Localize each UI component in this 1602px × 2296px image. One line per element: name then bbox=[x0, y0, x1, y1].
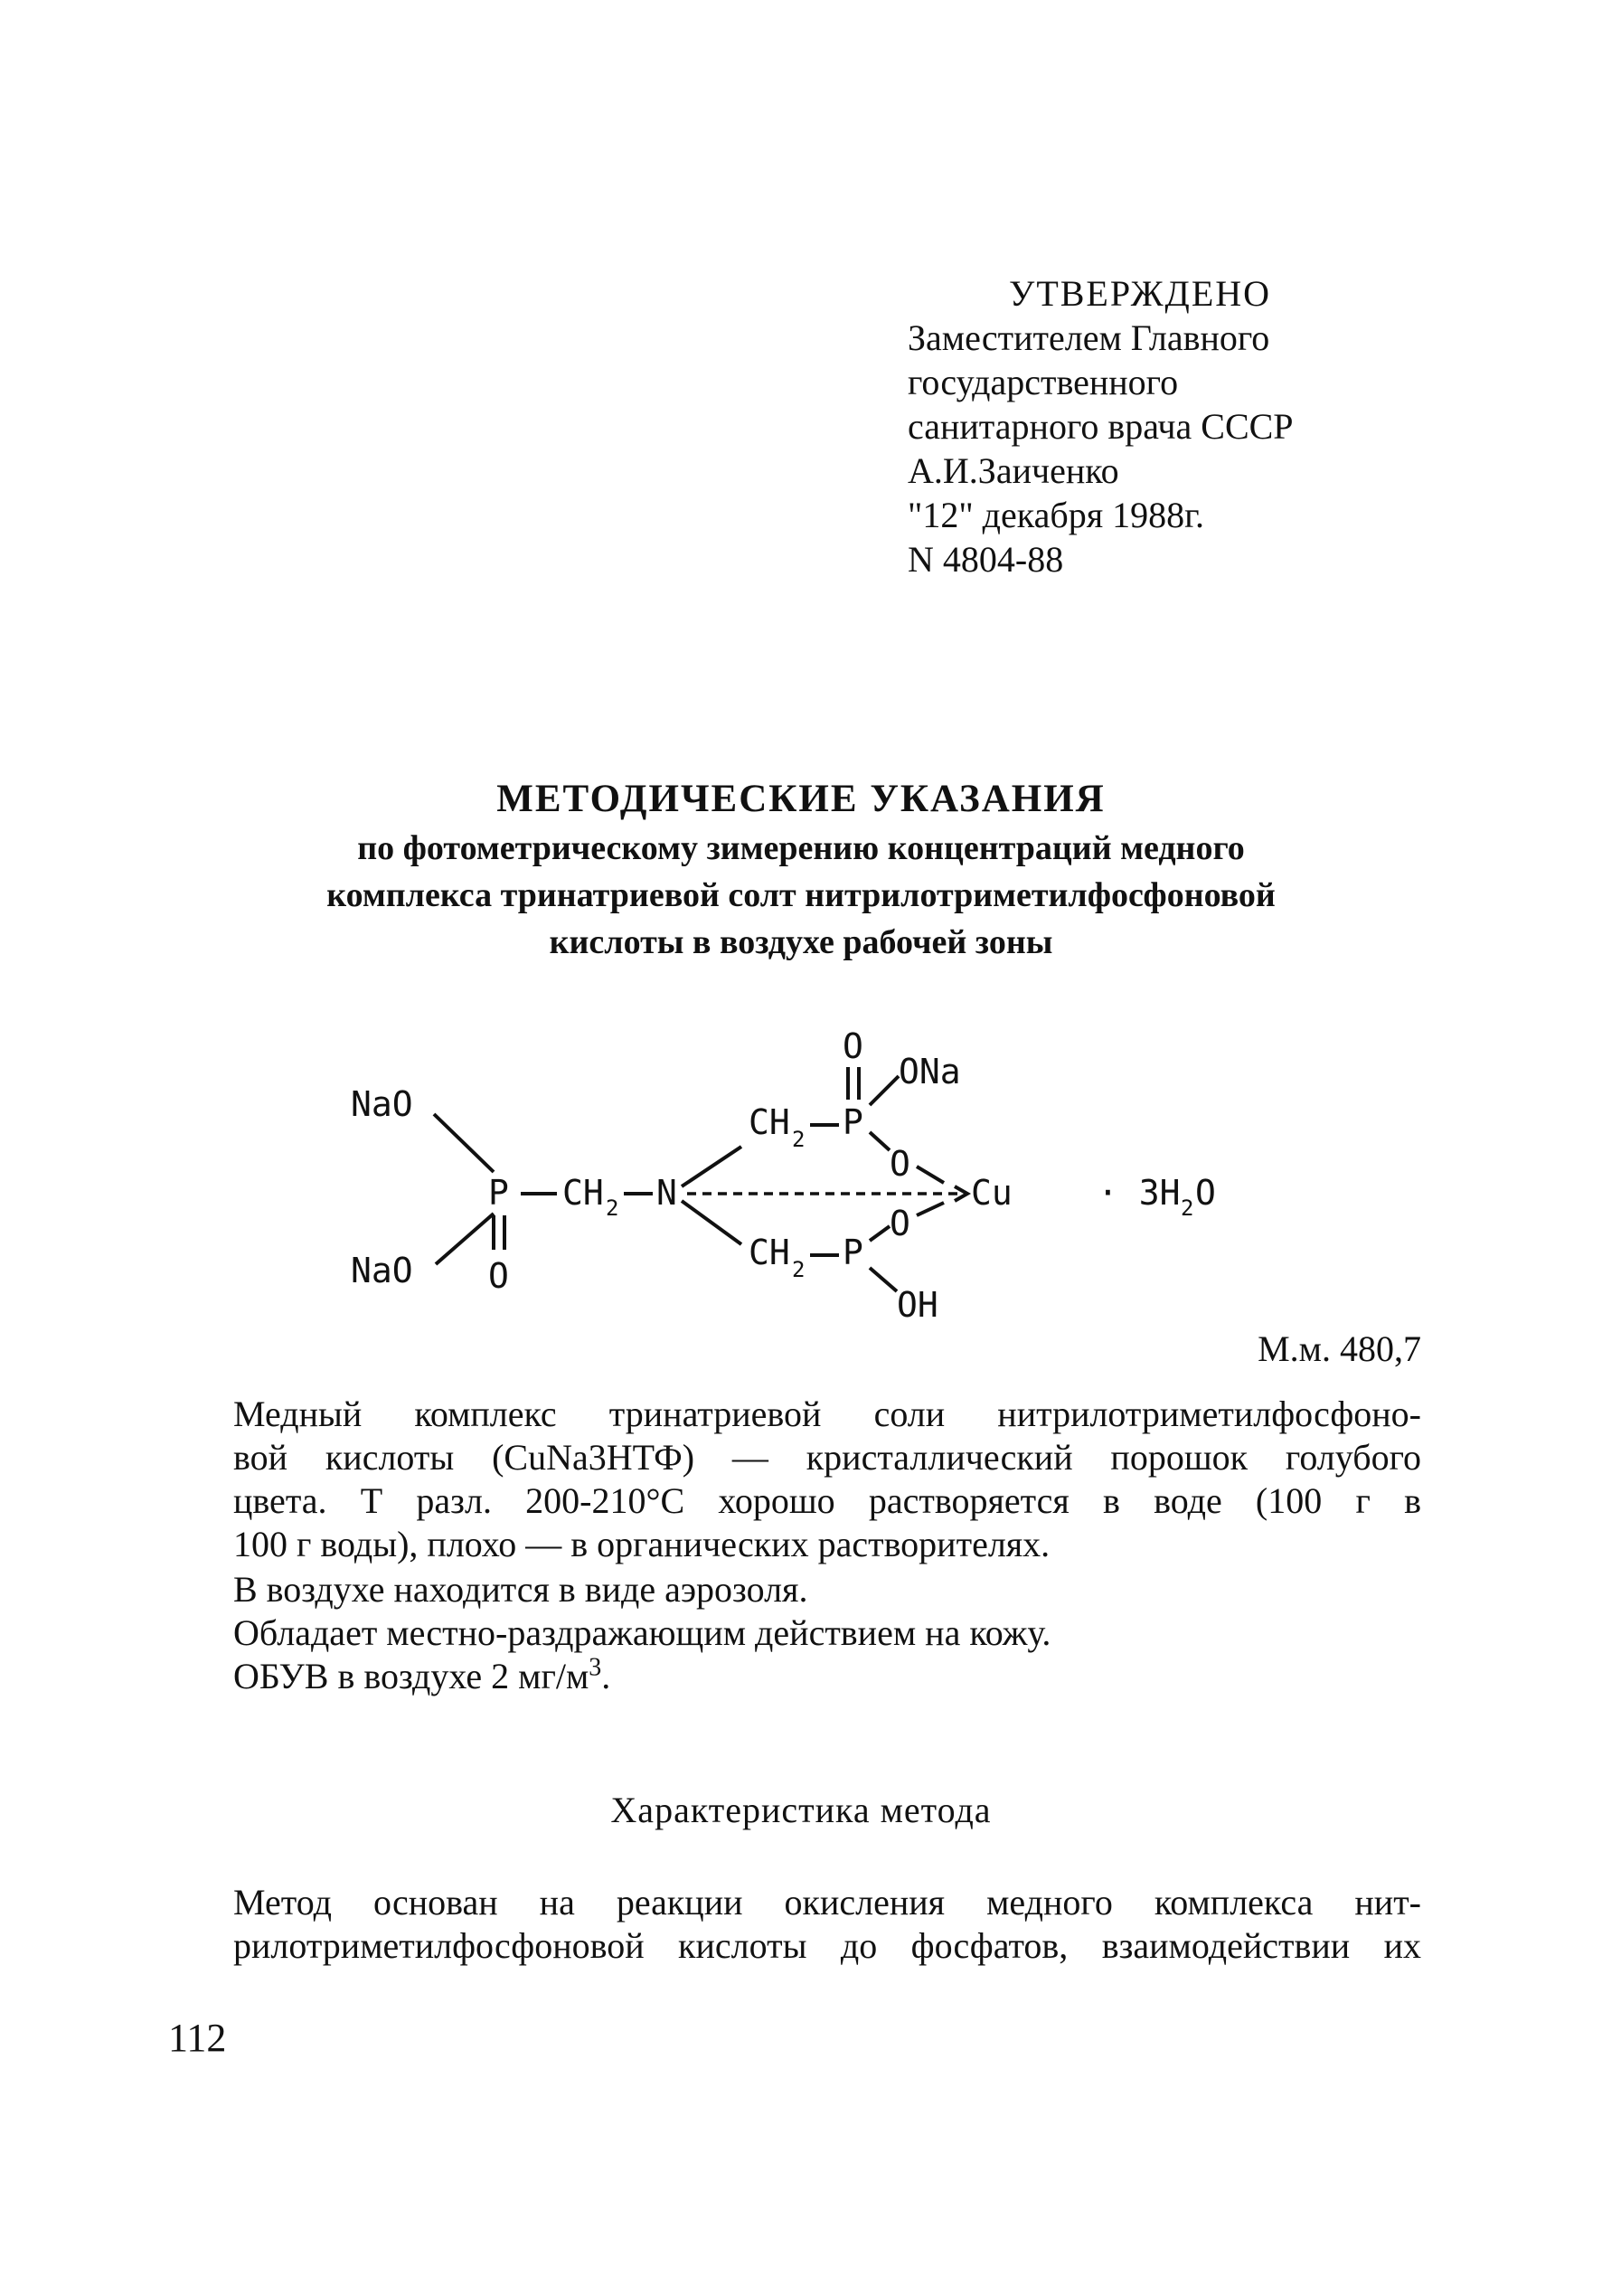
formula-subscript: 2 bbox=[792, 1127, 806, 1152]
formula-ch2-bottom: CH bbox=[749, 1233, 790, 1272]
aerosol-line: В воздухе находится в виде аэрозоля. bbox=[233, 1569, 808, 1610]
formula-bond bbox=[436, 1214, 494, 1264]
section-heading: Характеристика метода bbox=[610, 1790, 992, 1830]
approval-line: А.И.Заиченко bbox=[908, 450, 1119, 491]
formula-bond bbox=[917, 1203, 944, 1215]
formula-bond bbox=[434, 1114, 494, 1172]
page-number: 112 bbox=[168, 2016, 227, 2060]
formula-o-double-left: O bbox=[488, 1256, 509, 1296]
formula-bond bbox=[870, 1268, 897, 1291]
obuv-end: . bbox=[601, 1656, 611, 1696]
approval-number: N 4804-88 bbox=[908, 539, 1064, 580]
formula-oh: OH bbox=[897, 1285, 938, 1325]
formula-bond bbox=[917, 1167, 944, 1183]
formula-drawing bbox=[344, 1027, 1284, 1335]
formula-ch2-top: CH bbox=[749, 1102, 790, 1142]
description-paragraph bbox=[233, 1393, 1421, 1566]
formula-p-top: P bbox=[843, 1102, 863, 1142]
description-line: 100 г воды), плохо — в органических растворителях. bbox=[233, 1524, 1051, 1564]
method-paragraph bbox=[233, 1881, 1421, 1968]
approval-block bbox=[908, 271, 1541, 581]
formula-p-bottom: P bbox=[843, 1233, 863, 1272]
title-subtitle-line: кислоты в воздухе рабочей зоны bbox=[549, 923, 1053, 961]
approval-line: Заместителем Главного bbox=[908, 317, 1270, 358]
document-title bbox=[136, 774, 1466, 966]
approval-line: государственного bbox=[908, 362, 1179, 402]
formula-p-left: P bbox=[488, 1173, 509, 1213]
method-line: Метод основан на реакции окисления медного комплекса нит- bbox=[233, 1882, 1421, 1923]
obuv-superscript: 3 bbox=[589, 1653, 602, 1682]
formula-hydrate: · 3H bbox=[1098, 1173, 1181, 1213]
molar-mass: М.м. 480,7 bbox=[1258, 1328, 1421, 1369]
formula-o-double-top: O bbox=[843, 1027, 863, 1066]
title-subtitle-line: комплекса тринатриевой солт нитрилотриметилфосфоновой bbox=[326, 876, 1276, 914]
formula-nao-top: NaO bbox=[351, 1084, 413, 1124]
obuv-line bbox=[233, 1655, 610, 1698]
method-line: рилотриметилфосфоновой кислоты до фосфатов, взаимодействии их bbox=[233, 1925, 1421, 1966]
approval-date: "12" декабря 1988г. bbox=[908, 495, 1204, 535]
formula-hydrate-o: O bbox=[1195, 1173, 1216, 1213]
formula-bond bbox=[682, 1201, 741, 1244]
formula-ona: ONa bbox=[899, 1052, 961, 1091]
description-line: вой кислоты (СuNa3НТФ) — кристаллический порошок голубого bbox=[233, 1437, 1421, 1478]
formula-subscript: 2 bbox=[1181, 1195, 1194, 1221]
irritation-line: Обладает местно-раздражающим действием на кожу. bbox=[233, 1612, 1051, 1653]
description-line: Медный комплекс тринатриевой соли нитрилотриметилфосфоно- bbox=[233, 1394, 1421, 1434]
approval-title: УТВЕРЖДЕНО bbox=[1009, 273, 1272, 314]
formula-cu: Cu bbox=[971, 1173, 1013, 1213]
formula-bond bbox=[870, 1076, 899, 1105]
formula-ch2-left: CH bbox=[562, 1173, 604, 1213]
obuv-text: ОБУВ в воздухе 2 мг/м bbox=[233, 1656, 589, 1696]
formula-bond bbox=[870, 1132, 890, 1150]
approval-line: санитарного врача СССР bbox=[908, 406, 1294, 447]
formula-subscript: 2 bbox=[792, 1257, 806, 1282]
formula-n-atom: N bbox=[656, 1173, 677, 1213]
formula-o-bottom-bridge: O bbox=[890, 1204, 910, 1243]
formula-bond bbox=[870, 1226, 890, 1241]
formula-o-top-bridge: O bbox=[890, 1144, 910, 1184]
formula-bond bbox=[682, 1147, 741, 1186]
formula-nao-bottom: NaO bbox=[351, 1251, 413, 1290]
formula-subscript: 2 bbox=[606, 1195, 619, 1221]
description-line: цвета. Т разл. 200-210°С хорошо растворяется в воде (100 г в bbox=[233, 1480, 1421, 1521]
structural-formula bbox=[344, 1027, 1284, 1335]
title-main: МЕТОДИЧЕСКИЕ УКАЗАНИЯ bbox=[496, 778, 1106, 820]
title-subtitle-line: по фотометрическому зимерению концентраций медного bbox=[357, 829, 1245, 867]
